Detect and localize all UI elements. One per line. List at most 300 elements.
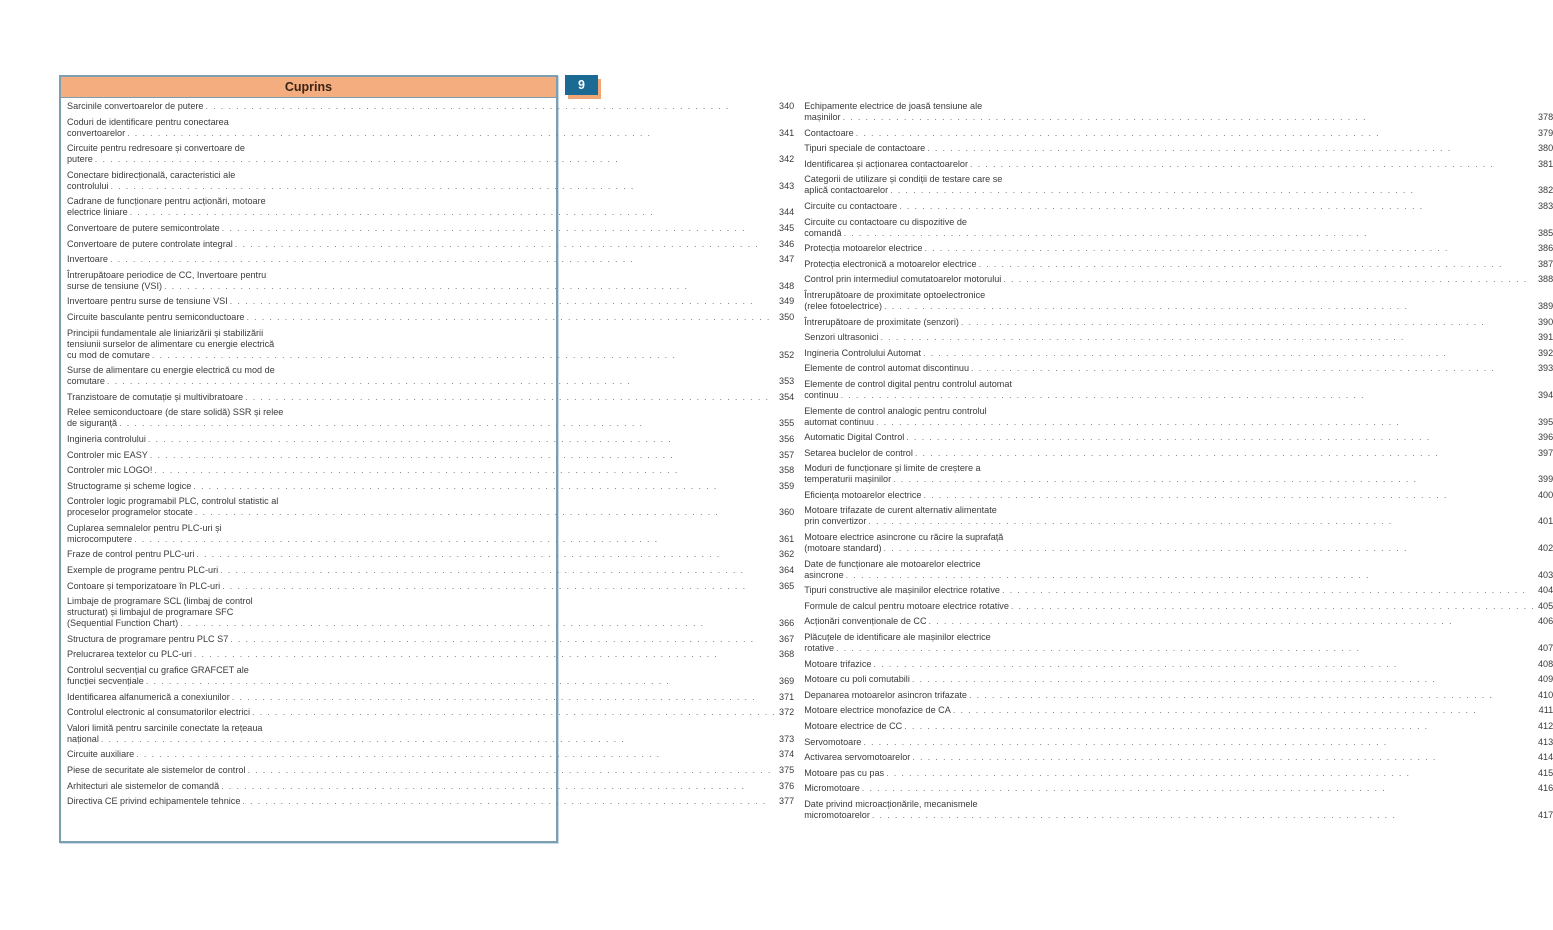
toc-entry-row (67, 634, 794, 645)
toc-entry[interactable] (67, 450, 794, 461)
toc-entry-title-line: național (67, 733, 99, 744)
toc-entry-title-line: Date de funcționare ale motoarelor electrice (804, 558, 981, 569)
toc-entry-row (804, 143, 1553, 154)
toc-entry-title-line: comandă (804, 227, 842, 238)
dot-leader (221, 781, 776, 792)
toc-entry-title-line: Motoare electrice monofazice de CA (804, 705, 951, 716)
toc-entry-title-line: microcomputere (67, 533, 133, 544)
toc-entry-page: 345 (779, 222, 795, 233)
toc-entry-row (804, 228, 1553, 239)
dot-leader (1002, 585, 1535, 596)
dot-leader (130, 207, 777, 218)
toc-entry-title-line: Acționări convenționale de CC (804, 616, 927, 627)
toc-entry-row (67, 392, 794, 403)
toc-entry-title-line: Arhitecturi ale sistemelor de comandă (67, 780, 220, 791)
toc-entry-row (804, 674, 1553, 685)
toc-entry-row (67, 376, 794, 387)
toc-entry[interactable] (67, 665, 794, 687)
toc-entry-title-line: Motoare trifazate de curent alternativ alimentate (804, 505, 997, 516)
dot-leader (953, 705, 1535, 716)
toc-entry[interactable] (804, 705, 1553, 716)
toc-entry[interactable] (804, 143, 1553, 154)
toc-entry[interactable] (804, 690, 1553, 701)
dot-leader (245, 392, 776, 403)
toc-entry[interactable] (804, 432, 1553, 443)
toc-entry[interactable] (67, 223, 794, 234)
toc-entry-row (804, 274, 1553, 285)
dot-leader (961, 317, 1535, 328)
toc-entry-title-line: Controler mic EASY (67, 449, 148, 460)
toc-entry-title-line: Protecția motoarelor electrice (804, 243, 923, 254)
toc-entry-title-line: Moduri de funcționare și limite de creștere a (804, 463, 981, 474)
toc-entry-title-line: Circuite pentru redresoare și convertoare de (67, 143, 245, 154)
toc-entry-title-line: Activarea servomotoarelor (804, 752, 911, 763)
toc-entry[interactable] (804, 490, 1553, 501)
toc-entry-page: 340 (779, 101, 795, 111)
toc-entry-page: 361 (779, 533, 795, 544)
toc-entry[interactable] (67, 549, 794, 560)
toc-entry-title-line: Contactoare (804, 127, 854, 138)
dot-leader (971, 363, 1535, 374)
toc-entry-row (67, 434, 794, 445)
toc-entry-row (804, 474, 1553, 485)
toc-entry-row (67, 549, 794, 560)
toc-entry[interactable] (67, 481, 794, 492)
toc-entry-title-line: surse de tensiune (VSI) (67, 280, 163, 291)
toc-entry-title-line: Directiva CE privind echipamentele tehnice (67, 796, 241, 807)
toc-entry-row (67, 649, 794, 660)
toc-entry-row (67, 507, 794, 518)
toc-entry-title-line: Coduri de identificare pentru conectarea (67, 116, 229, 127)
dot-leader (884, 543, 1536, 554)
toc-entry[interactable] (804, 348, 1553, 359)
toc-entry-page: 381 (1537, 158, 1553, 169)
toc-entry-row (67, 350, 794, 361)
toc-entry-page: 350 (779, 311, 795, 322)
toc-entry[interactable] (804, 463, 1553, 485)
toc-entry-row (804, 417, 1553, 428)
toc-entry-title-line: Circuite cu contactoare cu dispozitive de (804, 216, 967, 227)
dot-leader (194, 649, 776, 660)
toc-entry[interactable] (804, 243, 1553, 254)
dot-leader (230, 634, 776, 645)
toc-entry[interactable] (804, 448, 1553, 459)
toc-entry-title-line: temperaturii mașinilor (804, 474, 892, 485)
dot-leader (110, 181, 776, 192)
dot-leader (95, 154, 776, 165)
toc-entry-title-line: Motoare electrice asincrone cu răcire la suprafață (804, 532, 1004, 543)
toc-entry-row (67, 223, 794, 234)
toc-entry[interactable] (67, 101, 794, 112)
dot-leader (843, 112, 1536, 123)
dot-leader (886, 768, 1535, 779)
dot-leader (873, 659, 1535, 670)
toc-entry-title-line: Controler mic LOGO! (67, 465, 153, 476)
toc-entry[interactable] (804, 317, 1553, 328)
toc-entry-row (804, 585, 1553, 596)
toc-entry-row (67, 707, 794, 718)
toc-entry[interactable] (67, 634, 794, 645)
toc-entry-title-line: Principii fundamentale ale liniarizării și stabilizării (67, 327, 264, 338)
toc-entry[interactable] (67, 328, 794, 361)
toc-entry-title-line: comutare (67, 376, 105, 387)
toc-entry-row (804, 543, 1553, 554)
toc-entry-row (804, 432, 1553, 443)
toc-entry-title-line: Micromotoare (804, 783, 860, 794)
toc-entry-row (804, 332, 1553, 343)
dot-leader (119, 418, 776, 429)
toc-entry-page: 407 (1537, 643, 1553, 654)
toc-entry-title-line: Motoare pas cu pas (804, 767, 885, 778)
toc-entry[interactable] (67, 723, 794, 745)
toc-entry-page: 347 (779, 254, 795, 265)
dot-leader (846, 570, 1536, 581)
toc-entry-page: 397 (1537, 447, 1553, 458)
toc-entry-title-line: Motoare cu poli comutabili (804, 674, 910, 685)
toc-entry-page: 360 (779, 507, 795, 518)
dot-leader (230, 296, 776, 307)
toc-entry[interactable] (804, 768, 1553, 779)
toc-entry-row (67, 281, 794, 292)
toc-entry-row (67, 239, 794, 250)
toc-entry[interactable] (804, 363, 1553, 374)
toc-entry[interactable] (804, 585, 1553, 596)
toc-entry[interactable] (67, 170, 794, 192)
toc-entry-title-line: continuu (804, 389, 839, 400)
toc-entry-title-line: Fraze de control pentru PLC-uri (67, 549, 195, 560)
toc-entry-page: 349 (779, 296, 795, 307)
toc-entry[interactable] (804, 201, 1553, 212)
toc-entry-page: 357 (779, 449, 795, 460)
toc-entry-row (804, 721, 1553, 732)
toc-entry-page: 414 (1537, 752, 1553, 763)
dot-leader (863, 737, 1535, 748)
toc-entry-page: 372 (779, 707, 795, 718)
dot-leader (969, 690, 1535, 701)
toc-entry[interactable] (804, 379, 1553, 401)
toc-entry-title-line: Sarcinile convertoarelor de putere (67, 101, 204, 111)
toc-entry[interactable] (67, 692, 794, 703)
toc-entry-title-line: Contoare și temporizatoare în PLC-uri (67, 580, 221, 591)
toc-entry[interactable] (67, 239, 794, 250)
dot-leader (146, 676, 776, 687)
toc-entry-title-line: Protecția electronică a motoarelor electrice (804, 258, 977, 269)
toc-entry-title-line: aplică contactoarelor (804, 185, 889, 196)
toc-entry-title-line: micromotoarelor (804, 809, 870, 820)
toc-entry-title-line: Servomotoare (804, 736, 862, 747)
toc-entry[interactable] (67, 117, 794, 139)
dot-leader (247, 765, 776, 776)
toc-entry-page: 404 (1537, 585, 1553, 596)
toc-entry-row (67, 765, 794, 776)
dot-leader (868, 516, 1535, 527)
toc-entry-page: 410 (1537, 689, 1553, 700)
toc-entry[interactable] (67, 707, 794, 718)
toc-entry-page: 366 (779, 618, 795, 629)
toc-entry[interactable] (67, 143, 794, 165)
toc-entry-row (804, 243, 1553, 254)
dot-leader (923, 490, 1535, 501)
toc-entry-row (67, 296, 794, 307)
toc-entry-page: 416 (1537, 783, 1553, 794)
toc-entry[interactable] (67, 749, 794, 760)
toc-entry-page: 355 (779, 418, 795, 429)
toc-entry[interactable] (67, 649, 794, 660)
toc-entry-page: 392 (1537, 347, 1553, 358)
toc-entry-page: 356 (779, 433, 795, 444)
toc-entry-title-line: tensiunii surselor de alimentare cu energie electrică (67, 338, 275, 349)
dot-leader (906, 432, 1535, 443)
toc-entry-row (67, 734, 794, 745)
toc-entry-page: 417 (1537, 809, 1553, 820)
toc-entry-row (804, 448, 1553, 459)
toc-column-left (67, 101, 796, 826)
toc-entry[interactable] (804, 259, 1553, 270)
toc-entry[interactable] (804, 632, 1553, 654)
toc-entry-title-line: Senzori ultrasonici (804, 332, 879, 343)
toc-entry-row (804, 348, 1553, 359)
toc-entry-title-line: Date privind microacționările, mecanismele (804, 798, 978, 809)
toc-entry[interactable] (67, 270, 794, 292)
toc-entry[interactable] (67, 312, 794, 323)
toc-entry-row (67, 450, 794, 461)
toc-entry-row (804, 752, 1553, 763)
toc-entry-row (67, 181, 794, 192)
toc-entry-title-line: Prelucrarea textelor cu PLC-uri (67, 649, 192, 660)
dot-leader (101, 734, 776, 745)
toc-entry[interactable] (67, 196, 794, 218)
toc-entry[interactable] (804, 601, 1553, 612)
toc-entry-page: 389 (1537, 300, 1553, 311)
toc-entry-page: 352 (779, 349, 795, 360)
dot-leader (220, 565, 776, 576)
toc-entry-title-line: proceselor programelor stocate (67, 507, 193, 518)
toc-entry-row (67, 101, 794, 112)
toc-entry[interactable] (804, 406, 1553, 428)
toc-entry-page: 368 (779, 649, 795, 660)
toc-entry-page: 364 (779, 565, 795, 576)
dot-leader (127, 128, 776, 139)
toc-entry-row (804, 570, 1553, 581)
toc-entry-row (804, 601, 1553, 612)
toc-entry-page: 390 (1537, 316, 1553, 327)
toc-header (61, 77, 556, 98)
toc-entry[interactable] (804, 290, 1553, 312)
toc-entry[interactable] (804, 505, 1553, 527)
toc-entry-page: 344 (779, 207, 795, 218)
toc-entry-page: 359 (779, 480, 795, 491)
toc-entry-title-line: Ingineria controlului (67, 433, 146, 444)
toc-entry-title-line: Întrerupătoare periodice de CC, Invertoare pentru (67, 269, 267, 280)
toc-entry[interactable] (804, 217, 1553, 239)
toc-entry[interactable] (67, 407, 794, 429)
toc-entry-title-line: Controlul secvențial cu grafice GRAFCET ale (67, 665, 249, 676)
toc-entry[interactable] (804, 174, 1553, 196)
page-number-badge (565, 75, 598, 95)
toc-entry[interactable] (804, 559, 1553, 581)
toc-entry-page: 353 (779, 376, 795, 387)
dot-leader (923, 348, 1535, 359)
dot-leader (912, 752, 1535, 763)
toc-entry-title-line: Plăcuțele de identificare ale mașinilor electrice (804, 632, 991, 643)
toc-entry-title-line: cu mod de comutare (67, 349, 150, 360)
dot-leader (154, 465, 776, 476)
toc-entry-page: 393 (1537, 363, 1553, 374)
toc-entry-title-line: Motoare trifazice (804, 658, 872, 669)
toc-entry-title-line: Elemente de control analogic pentru controlul (804, 405, 987, 416)
toc-entry-row (67, 481, 794, 492)
toc-entry-page: 383 (1537, 200, 1553, 211)
toc-entry[interactable] (67, 565, 794, 576)
toc-entry-page: 376 (779, 780, 795, 791)
toc-entry[interactable] (67, 523, 794, 545)
toc-entry-title-line: asincrone (804, 569, 844, 580)
toc-entry-page: 402 (1537, 543, 1553, 554)
toc-entry-title-line: Întrerupătoare de proximitate optoelectronice (804, 289, 986, 300)
dot-leader (929, 616, 1536, 627)
toc-entry[interactable] (67, 465, 794, 476)
toc-entry-title-line: Cadrane de funcționare pentru acționări, motoare (67, 196, 266, 207)
dot-leader (890, 185, 1535, 196)
toc-entry-row (67, 781, 794, 792)
toc-entry-page: 374 (779, 749, 795, 760)
toc-entry-page: 362 (779, 549, 795, 560)
toc-entry-row (804, 301, 1553, 312)
toc-entry-title-line: Relee semiconductoare (de stare solidă) SSR și relee (67, 407, 284, 418)
toc-entry[interactable] (67, 781, 794, 792)
toc-entry-page: 365 (779, 580, 795, 591)
toc-entry-page: 415 (1537, 767, 1553, 778)
toc-entry-title-line: Piese de securitate ale sistemelor de control (67, 765, 246, 775)
toc-entry-row (67, 154, 794, 165)
toc-entry[interactable] (804, 616, 1553, 627)
toc-entry-row (804, 768, 1553, 779)
toc-entry[interactable] (67, 392, 794, 403)
toc-entry[interactable] (804, 159, 1553, 170)
toc-entry[interactable] (67, 254, 794, 265)
toc-entry[interactable] (67, 496, 794, 518)
toc-entry-row (804, 737, 1553, 748)
dot-leader (134, 534, 776, 545)
dot-leader (195, 507, 776, 518)
toc-entry-title-line: Invertoare (67, 254, 108, 265)
toc-entry-title-line: structurat) și limbajul de programare SFC (67, 607, 234, 618)
toc-entry-title-line: automat continuu (804, 416, 874, 427)
toc-entry[interactable] (67, 596, 794, 629)
toc-entry[interactable] (804, 674, 1553, 685)
toc-entry-title-line: Elemente de control automat discontinuu (804, 363, 970, 374)
toc-entry-title-line: Motoare electrice de CC (804, 721, 903, 731)
toc-entry-title-line: electrice liniare (67, 207, 128, 218)
toc-entry-title-line: (motoare standard) (804, 543, 882, 554)
toc-entry-title-line: Structura de programare pentru PLC S7 (67, 633, 229, 644)
toc-entry-row (67, 254, 794, 265)
toc-entry-title-line: Întrerupătoare de proximitate (senzori) (804, 316, 959, 327)
toc-entry-row (804, 643, 1553, 654)
toc-entry-title-line: Exemple de programe pentru PLC-uri (67, 565, 219, 576)
toc-entry-title-line: mașinilor (804, 112, 841, 122)
toc-entry[interactable] (804, 274, 1553, 285)
toc-entry[interactable] (804, 659, 1553, 670)
toc-entry-page: 377 (779, 796, 795, 807)
dot-leader (904, 721, 1535, 732)
toc-entry[interactable] (804, 799, 1553, 821)
toc-entry-page: 369 (779, 676, 795, 687)
dot-leader (876, 417, 1535, 428)
toc-entry[interactable] (804, 128, 1553, 139)
toc-entry-page: 405 (1537, 600, 1553, 611)
toc-entry-title-line: Circuite auxiliare (67, 749, 135, 760)
toc-entry-title-line: Control prin intermediul comutatoarelor motorului (804, 274, 1002, 285)
dot-leader (107, 376, 776, 387)
toc-entry-row (67, 581, 794, 592)
toc-entry[interactable] (67, 581, 794, 592)
toc-frame (59, 75, 1553, 843)
dot-leader (862, 783, 1535, 794)
toc-entry-title-line: Conectare bidirecțională, caracteristici ale (67, 169, 236, 180)
toc-entry-row (67, 692, 794, 703)
toc-entry[interactable] (804, 332, 1553, 343)
toc-entry-row (67, 565, 794, 576)
toc-entry[interactable] (804, 721, 1553, 732)
toc-entry-title-line: (relee fotoelectrice) (804, 300, 883, 311)
toc-entry-page: 400 (1537, 489, 1553, 500)
toc-entry[interactable] (67, 434, 794, 445)
toc-entry-page: 371 (779, 691, 795, 702)
toc-entry-row (67, 796, 794, 807)
dot-leader (136, 749, 776, 760)
toc-entry[interactable] (804, 752, 1553, 763)
toc-entry-page: 348 (779, 280, 795, 291)
toc-entry-page: 403 (1537, 569, 1553, 580)
toc-entry-title-line: Elemente de control digital pentru controlul automat (804, 378, 1012, 389)
dot-leader (193, 481, 776, 492)
toc-entry[interactable] (67, 765, 794, 776)
toc-entry-title-line: Invertoare pentru surse de tensiune VSI (67, 296, 228, 307)
dot-leader (148, 434, 776, 445)
toc-entry[interactable] (67, 796, 794, 807)
toc-columns (61, 98, 1553, 826)
toc-entry-row (804, 810, 1553, 821)
toc-entry[interactable] (804, 101, 1553, 123)
toc-entry[interactable] (67, 365, 794, 387)
toc-entry-row (804, 159, 1553, 170)
toc-entry-title-line: Identificarea și acționarea contactoarelor (804, 158, 968, 169)
toc-column-right (804, 101, 1553, 826)
dot-leader (912, 674, 1535, 685)
toc-entry-page: 367 (779, 633, 795, 644)
toc-entry-row (804, 659, 1553, 670)
dot-leader (222, 581, 776, 592)
toc-entry-title-line: Surse de alimentare cu energie electrică cu mod de (67, 365, 275, 376)
toc-entry-page: 382 (1537, 185, 1553, 196)
toc-entry-page: 379 (1537, 127, 1553, 138)
toc-entry-page: 342 (779, 154, 795, 165)
toc-entry-title-line: prin convertizor (804, 516, 867, 527)
toc-entry-title-line: putere (67, 154, 93, 165)
dot-leader (881, 332, 1536, 343)
toc-entry-row (67, 465, 794, 476)
toc-entry[interactable] (804, 737, 1553, 748)
toc-entry-page: 387 (1537, 258, 1553, 269)
dot-leader (915, 448, 1535, 459)
toc-entry[interactable] (804, 532, 1553, 554)
toc-entry-page: 358 (779, 465, 795, 476)
toc-entry-row (67, 128, 794, 139)
toc-entry[interactable] (67, 296, 794, 307)
toc-entry[interactable] (804, 783, 1553, 794)
toc-entry-title-line: Automatic Digital Control (804, 432, 905, 443)
